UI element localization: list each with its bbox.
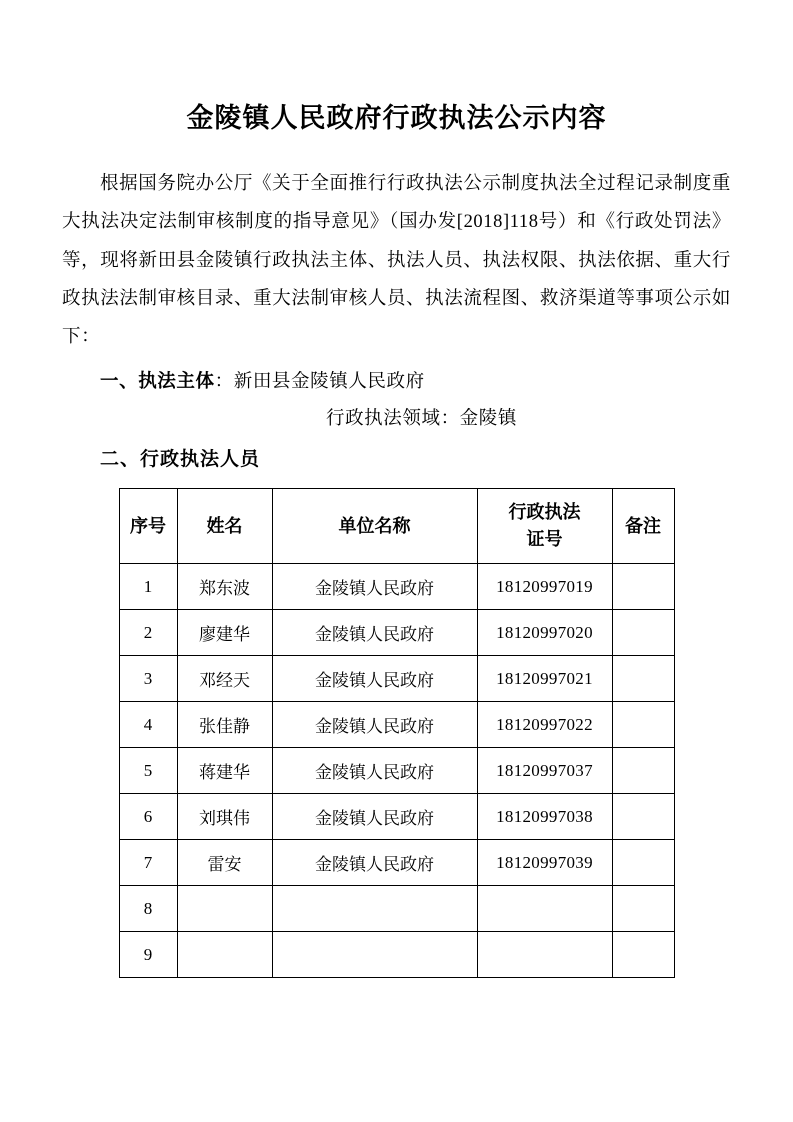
cell-unit: [272, 886, 477, 932]
section-1-value: 新田县金陵镇人民政府: [233, 372, 425, 393]
intro-paragraph: [62, 165, 731, 356]
section-1: [62, 362, 731, 401]
enforcement-personnel-table: [119, 488, 675, 978]
cell-no: 9: [119, 932, 177, 978]
cell-name: 雷安: [177, 840, 272, 886]
table-header-note: 备注: [612, 489, 674, 564]
cell-no: 1: [119, 564, 177, 610]
cell-note: [612, 794, 674, 840]
table-header-row: [119, 489, 674, 564]
table-header-no: 序号: [119, 489, 177, 564]
cell-cert: 18120997037: [477, 748, 612, 794]
cell-name: 张佳静: [177, 702, 272, 748]
cell-name: [177, 932, 272, 978]
cell-no: 8: [119, 886, 177, 932]
page-title: 金陵镇人民政府行政执法公示内容: [186, 103, 607, 133]
cell-unit: 金陵镇人民政府: [272, 748, 477, 794]
cell-unit: 金陵镇人民政府: [272, 840, 477, 886]
cell-unit: 金陵镇人民政府: [272, 610, 477, 656]
cell-no: 6: [119, 794, 177, 840]
cell-name: 廖建华: [177, 610, 272, 656]
cell-no: 7: [119, 840, 177, 886]
cell-no: 4: [119, 702, 177, 748]
cell-name: [177, 886, 272, 932]
table-header-unit: 单位名称: [272, 489, 477, 564]
cell-unit: 金陵镇人民政府: [272, 794, 477, 840]
section-2: [62, 440, 731, 480]
table-header-cert-line2: 证号: [526, 529, 563, 550]
cell-no: 5: [119, 748, 177, 794]
cell-cert: 18120997019: [477, 564, 612, 610]
cell-unit: 金陵镇人民政府: [272, 702, 477, 748]
cell-cert: 18120997022: [477, 702, 612, 748]
table-row: [119, 794, 674, 840]
section-1-heading: 执法主体: [138, 370, 215, 392]
cell-name: 刘琪伟: [177, 794, 272, 840]
cell-note: [612, 656, 674, 702]
cell-no: 3: [119, 656, 177, 702]
cell-no: 2: [119, 610, 177, 656]
section-1-separator: ：: [214, 372, 234, 393]
section-1-subline: 行政执法领域：金陵镇: [325, 409, 517, 430]
table-row: [119, 932, 674, 978]
section-1-number: 一、: [100, 370, 139, 392]
section-2-heading: 行政执法人员: [140, 449, 261, 471]
table-header-name: 姓名: [177, 489, 272, 564]
cell-name: 郑东波: [177, 564, 272, 610]
cell-cert: 18120997038: [477, 794, 612, 840]
cell-cert: [477, 886, 612, 932]
cell-unit: 金陵镇人民政府: [272, 656, 477, 702]
table-body: [119, 564, 674, 978]
table-row: [119, 840, 674, 886]
cell-note: [612, 932, 674, 978]
cell-cert: 18120997020: [477, 610, 612, 656]
cell-cert: 18120997021: [477, 656, 612, 702]
cell-unit: [272, 932, 477, 978]
cell-name: 邓经天: [177, 656, 272, 702]
cell-note: [612, 886, 674, 932]
cell-cert: 18120997039: [477, 840, 612, 886]
section-2-number: 二、: [100, 449, 141, 471]
table-row: [119, 564, 674, 610]
cell-note: [612, 702, 674, 748]
table-row: [119, 702, 674, 748]
cell-note: [612, 610, 674, 656]
intro-paragraph-text: 根据国务院办公厅《关于全面推行行政执法公示制度执法全过程记录制度重大执法决定法制审核制度的指导意见》（国办发[2018]118号）和《行政处罚法》等，现将新田县金陵镇行政执法主体、执法人员、执法权限、执法依据、重大行政执法法制审核目录、重大法制审核人员、执法流程图、救济渠道等事项公示如下：: [62, 174, 731, 348]
table-row: [119, 748, 674, 794]
cell-name: 蒋建华: [177, 748, 272, 794]
cell-note: [612, 840, 674, 886]
table-row: [119, 886, 674, 932]
cell-unit: 金陵镇人民政府: [272, 564, 477, 610]
table-header-cert: [477, 489, 612, 564]
table-header-cert-line1: 行政执法: [508, 502, 581, 523]
table-row: [119, 656, 674, 702]
cell-note: [612, 564, 674, 610]
table-row: [119, 610, 674, 656]
cell-cert: [477, 932, 612, 978]
cell-note: [612, 748, 674, 794]
